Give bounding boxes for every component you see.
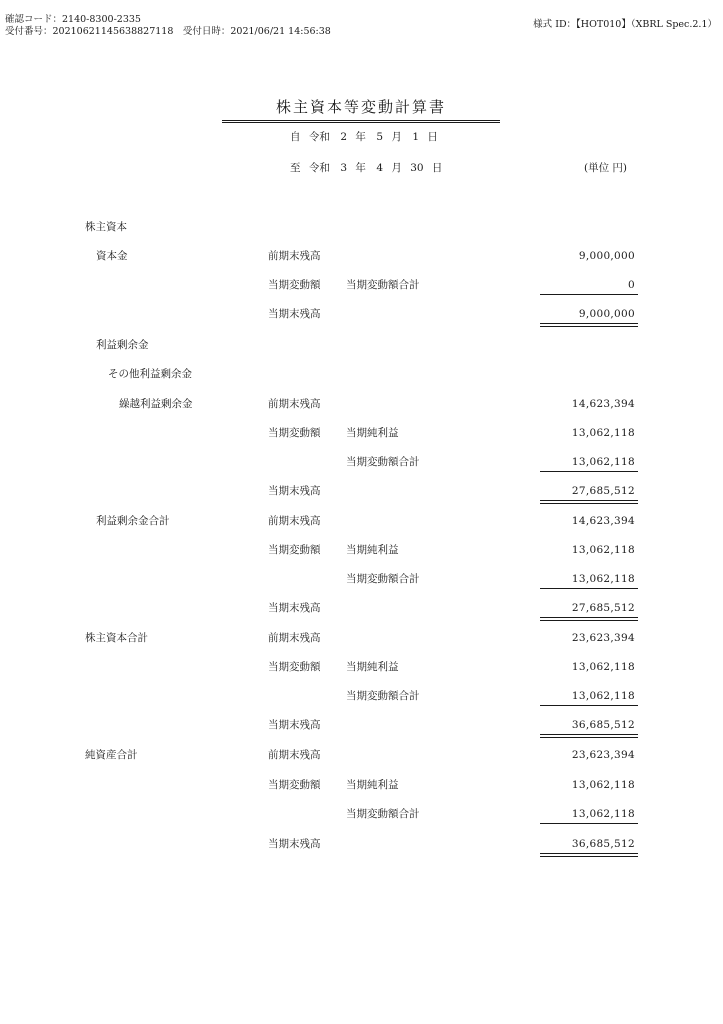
amount: 36,685,512: [571, 719, 635, 731]
row-subtype: 当期純利益: [346, 779, 399, 791]
amount: 14,623,394: [571, 515, 635, 527]
item-label: 利益剰余金: [96, 339, 149, 351]
row-subtype: 当期変動額合計: [346, 573, 420, 585]
period-to: 至 令和 3 年 4 月 30 日: [290, 162, 443, 174]
amount: 27,685,512: [571, 485, 635, 497]
section-label: 株主資本: [85, 221, 127, 233]
document-title: 株主資本等変動計算書: [222, 96, 500, 121]
total-rule: [540, 500, 638, 504]
amount: 27,685,512: [571, 602, 635, 614]
total-rule: [540, 323, 638, 327]
subtotal-rule: [540, 823, 638, 824]
amount: 23,623,394: [571, 632, 635, 644]
form-id: 様式 ID：【HOT010】（XBRL Spec.2.1）: [533, 19, 717, 30]
amount: 23,623,394: [571, 749, 635, 761]
row-type: 当期末残高: [268, 838, 321, 850]
confirm-code: 確認コード：2140-8300-2335: [5, 14, 141, 25]
row-type: 当期末残高: [268, 485, 321, 497]
subtotal-rule: [540, 705, 638, 706]
row-type: 前期末残高: [268, 398, 321, 410]
subtotal-rule: [540, 588, 638, 589]
row-type: 当期変動額: [268, 544, 321, 556]
row-subtype: 当期変動額合計: [346, 808, 420, 820]
row-type: 当期末残高: [268, 602, 321, 614]
amount: 13,062,118: [571, 456, 635, 468]
row-type: 前期末残高: [268, 250, 321, 262]
row-subtype: 当期変動額合計: [346, 690, 420, 702]
row-subtype: 当期純利益: [346, 661, 399, 673]
amount: 36,685,512: [571, 838, 635, 850]
row-type: 当期末残高: [268, 308, 321, 320]
row-type: 当期変動額: [268, 427, 321, 439]
item-label: その他利益剰余金: [108, 368, 192, 380]
amount: 13,062,118: [571, 690, 635, 702]
receipt-info: 受付番号：20210621145638827118 受付日時：2021/06/21 14:56:38: [5, 26, 331, 37]
row-type: 当期変動額: [268, 279, 321, 291]
subtotal-rule: [540, 294, 638, 295]
row-subtype: 当期変動額合計: [346, 456, 420, 468]
unit-label: (単位 円): [584, 162, 628, 174]
amount: 13,062,118: [571, 661, 635, 673]
total-rule: [540, 734, 638, 738]
amount: 13,062,118: [571, 573, 635, 585]
section-label: 株主資本合計: [85, 632, 148, 644]
amount: 13,062,118: [571, 427, 635, 439]
section-label: 純資産合計: [85, 749, 138, 761]
item-label: 利益剰余金合計: [96, 515, 170, 527]
row-subtype: 当期純利益: [346, 427, 399, 439]
row-type: 当期末残高: [268, 719, 321, 731]
amount: 0: [628, 279, 635, 291]
amount: 13,062,118: [571, 779, 635, 791]
item-label: 繰越利益剰余金: [119, 398, 193, 410]
row-type: 当期変動額: [268, 661, 321, 673]
period-from: 自 令和 2 年 5 月 1 日: [290, 131, 438, 143]
row-subtype: 当期変動額合計: [346, 279, 420, 291]
total-rule: [540, 617, 638, 621]
amount: 13,062,118: [571, 808, 635, 820]
amount: 14,623,394: [571, 398, 635, 410]
amount: 9,000,000: [578, 308, 635, 320]
row-type: 前期末残高: [268, 749, 321, 761]
row-type: 前期末残高: [268, 632, 321, 644]
total-rule: [540, 853, 638, 857]
row-type: 前期末残高: [268, 515, 321, 527]
item-label: 資本金: [96, 250, 128, 262]
amount: 13,062,118: [571, 544, 635, 556]
row-type: 当期変動額: [268, 779, 321, 791]
amount: 9,000,000: [578, 250, 635, 262]
row-subtype: 当期純利益: [346, 544, 399, 556]
subtotal-rule: [540, 471, 638, 472]
